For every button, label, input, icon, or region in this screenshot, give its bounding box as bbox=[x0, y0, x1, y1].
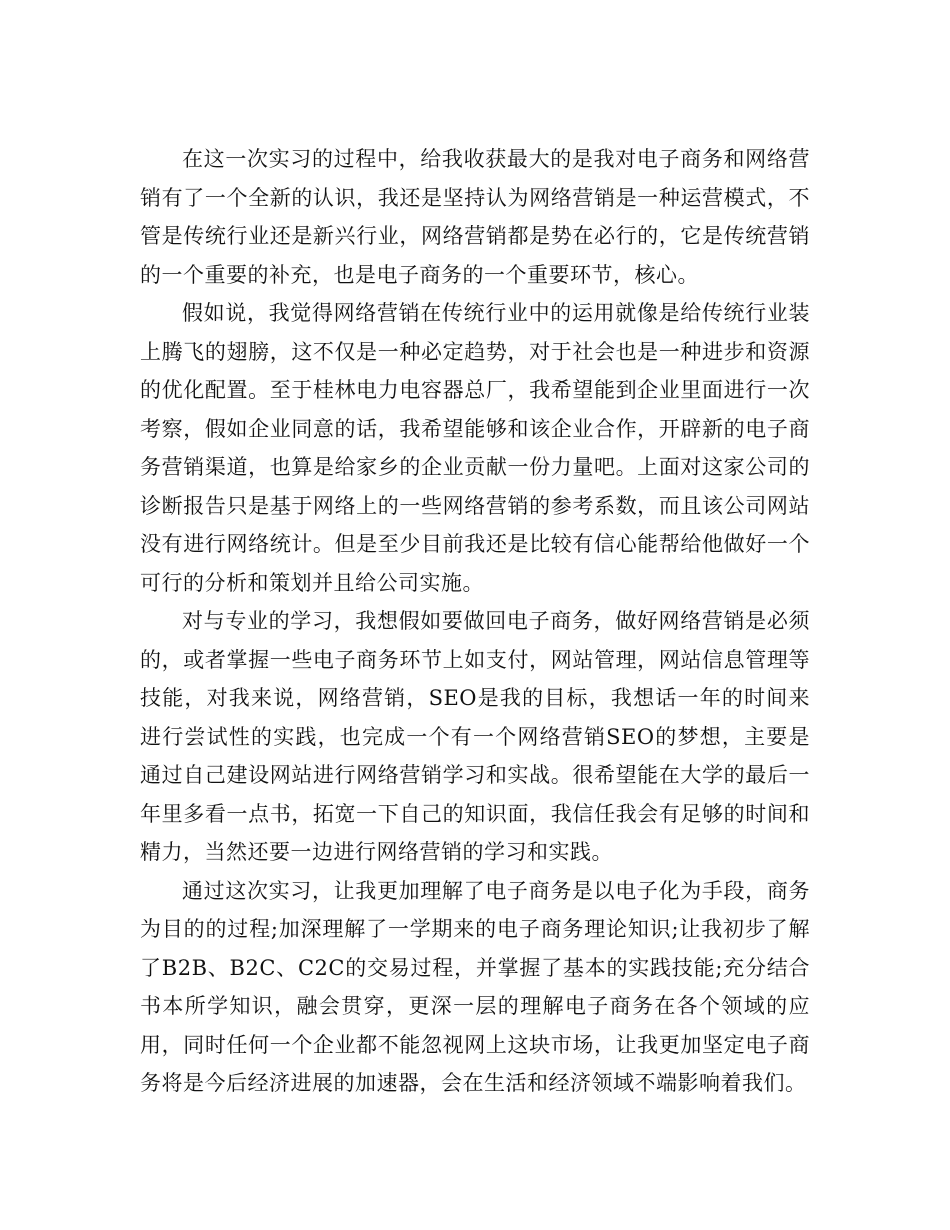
document-body bbox=[140, 140, 810, 1103]
paragraph-3: 对与专业的学习，我想假如要做回电子商务，做好网络营销是必须的，或者掌握一些电子商务环节上如支付，网站管理，网站信息管理等技能，对我来说，网络营销，SEO是我的目标，我想话一年的时间来进行尝试性的实践，也完成一个有一个网络营销SEO的梦想，主要是通过自己建设网站进行网络营销学习和实战。很希望能在大学的最后一年里多看一点书，拓宽一下自己的知识面，我信任我会有足够的时间和精力，当然还要一边进行网络营销的学习和实践。 bbox=[140, 609, 810, 864]
paragraph-4: 通过这次实习，让我更加理解了电子商务是以电子化为手段，商务为目的的过程;加深理解了一学期来的电子商务理论知识;让我初步了解了B2B、B2C、C2C的交易过程，并掌握了基本的实践技能;充分结合书本所学知识，融会贯穿，更深一层的理解电子商务在各个领域的应用，同时任何一个企业都不能忽视网上这块市场，让我更加坚定电子商务将是今后经济进展的加速器，会在生活和经济领域不端影响着我们。 bbox=[140, 878, 810, 1095]
paragraph-1: 在这一次实习的过程中，给我收获最大的是我对电子商务和网络营销有了一个全新的认识，我还是坚持认为网络营销是一种运营模式，不管是传统行业还是新兴行业，网络营销都是势在必行的，它是传统营销的一个重要的补充，也是电子商务的一个重要环节，核心。 bbox=[140, 147, 810, 287]
paragraph-2: 假如说，我觉得网络营销在传统行业中的运用就像是给传统行业装上腾飞的翅膀，这不仅是一种必定趋势，对于社会也是一种进步和资源的优化配置。至于桂林电力电容器总厂，我希望能到企业里面进行一次考察，假如企业同意的话，我希望能够和该企业合作，开辟新的电子商务营销渠道，也算是给家乡的企业贡献一份力量吧。上面对这家公司的诊断报告只是基于网络上的一些网络营销的参考系数，而且该公司网站没有进行网络统计。但是至少目前我还是比较有信心能帮给他做好一个可行的分析和策划并且给公司实施。 bbox=[140, 301, 810, 595]
